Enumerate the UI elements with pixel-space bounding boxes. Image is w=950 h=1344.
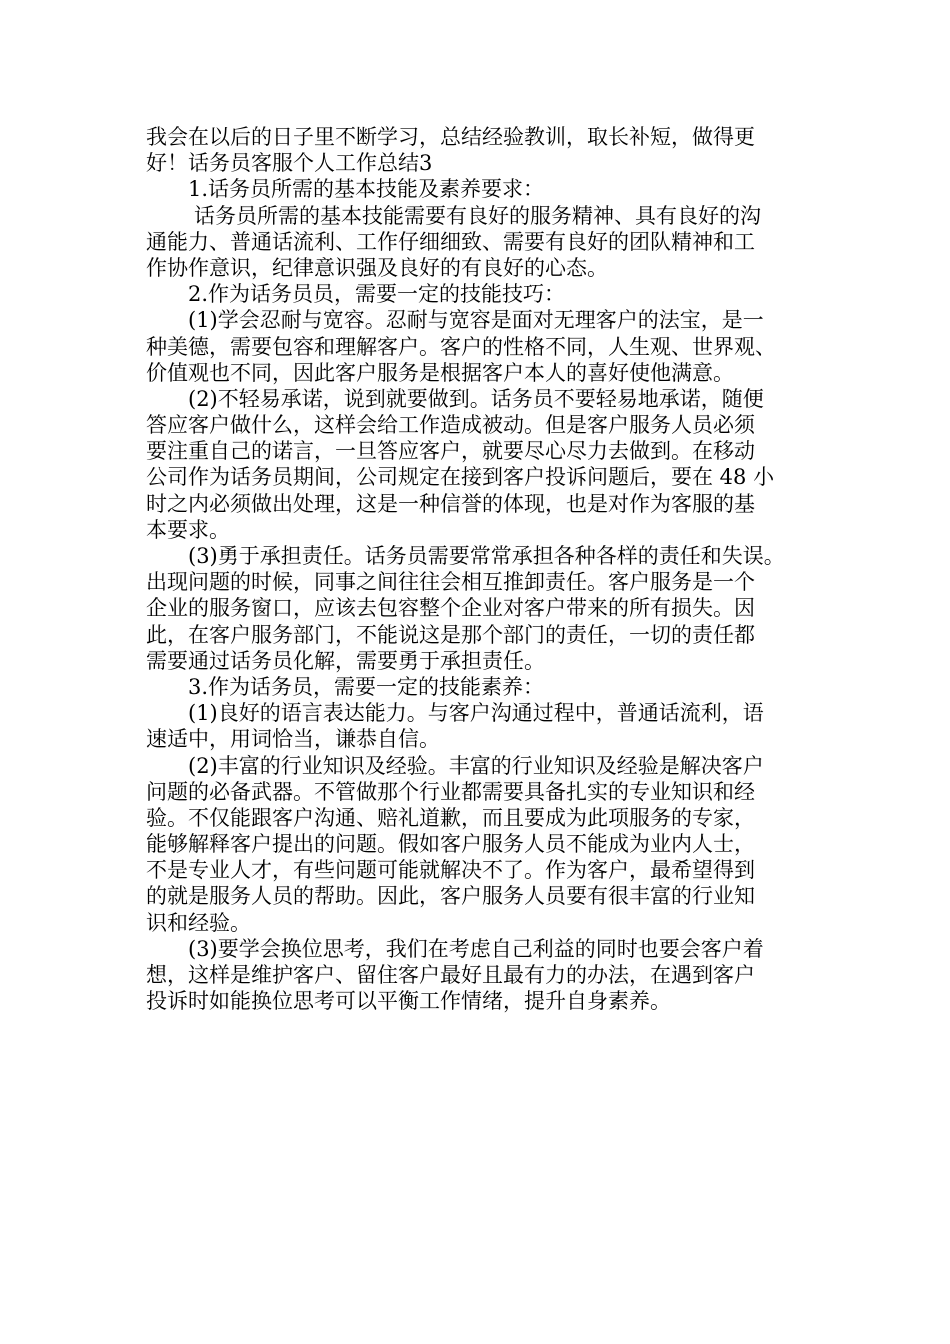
text-line: 此，在客户服务部门，不能说这是那个部门的责任，一切的责任都 (146, 622, 755, 647)
text-line: 速适中，用词恰当，谦恭自信。 (146, 727, 440, 752)
text-line: 本要求。 (146, 517, 230, 542)
text-line: 要注重自己的诺言，一旦答应客户，就要尽心尽力去做到。在移动 (146, 439, 755, 464)
text-line: 企业的服务窗口，应该去包容整个企业对客户带来的所有损失。因 (146, 596, 755, 621)
text-line: 时之内必须做出处理，这是一种信誉的体现，也是对作为客服的基 (146, 491, 755, 516)
text-line: (3)勇于承担责任。话务员需要常常承担各种各样的责任和失误。 (188, 544, 785, 568)
text-line: 识和经验。 (146, 910, 251, 935)
text-line: 能够解释客户提出的问题。假如客户服务人员不能成为业内人士， (146, 832, 755, 857)
text-line: 通能力、普通话流利、工作仔细细致、需要有良好的团队精神和工 (146, 229, 755, 254)
text-line: 问题的必备武器。不管做那个行业都需要具备扎实的专业知识和经 (146, 779, 755, 804)
text-line: 答应客户做什么，这样会给工作造成被动。但是客户服务人员必须 (146, 413, 755, 438)
text-line: 作协作意识，纪律意识强及良好的有良好的心态。 (146, 255, 608, 280)
document-body (146, 124, 822, 1014)
text-line: 种美德，需要包容和理解客户。客户的性格不同，人生观、世界观、 (146, 334, 776, 359)
text-line: 不是专业人才，有些问题可能就解决不了。作为客户，最希望得到 (146, 858, 755, 883)
text-line: 需要通过话务员化解，需要勇于承担责任。 (146, 648, 545, 673)
text-line: (1)良好的语言表达能力。与客户沟通过程中，普通话流利，语 (188, 701, 764, 726)
text-line: (1)学会忍耐与宽容。忍耐与宽容是面对无理客户的法宝，是一 (188, 308, 764, 333)
text-line: 我会在以后的日子里不断学习，总结经验教训，取长补短，做得更 (146, 125, 755, 149)
text-line: (2)不轻易承诺，说到就要做到。话务员不要轻易地承诺，随便 (188, 386, 764, 411)
text-line: 出现问题的时候，同事之间往往会相互推卸责任。客户服务是一个 (146, 570, 755, 595)
text-line: 的就是服务人员的帮助。因此，客户服务人员要有很丰富的行业知 (146, 884, 755, 909)
text-line: 公司作为话务员期间，公司规定在接到客户投诉问题后，要在 48 小 (146, 465, 775, 490)
text-line: 好！话务员客服个人工作总结3 (146, 151, 433, 176)
text-line: 验。不仅能跟客户沟通、赔礼道歉，而且要成为此项服务的专家， (146, 805, 755, 830)
text-line: 投诉时如能换位思考可以平衡工作情绪，提升自身素养。 (146, 989, 671, 1014)
text-line: 想，这样是维护客户、留住客户最好且最有力的办法，在遇到客户 (146, 963, 755, 987)
text-line: (2)丰富的行业知识及经验。丰富的行业知识及经验是解决客户 (188, 753, 764, 778)
text-line: 1.话务员所需的基本技能及素养要求： (188, 177, 545, 202)
text-line: 话务员所需的基本技能需要有良好的服务精神、具有良好的沟 (194, 203, 761, 228)
text-line: (3)要学会换位思考，我们在考虑自己利益的同时也要会客户着 (188, 936, 764, 961)
text-line: 3.作为话务员，需要一定的技能素养： (188, 674, 545, 699)
text-line: 价值观也不同，因此客户服务是根据客户本人的喜好使他满意。 (146, 360, 734, 385)
text-line: 2.作为话务员员，需要一定的技能技巧： (188, 282, 566, 307)
